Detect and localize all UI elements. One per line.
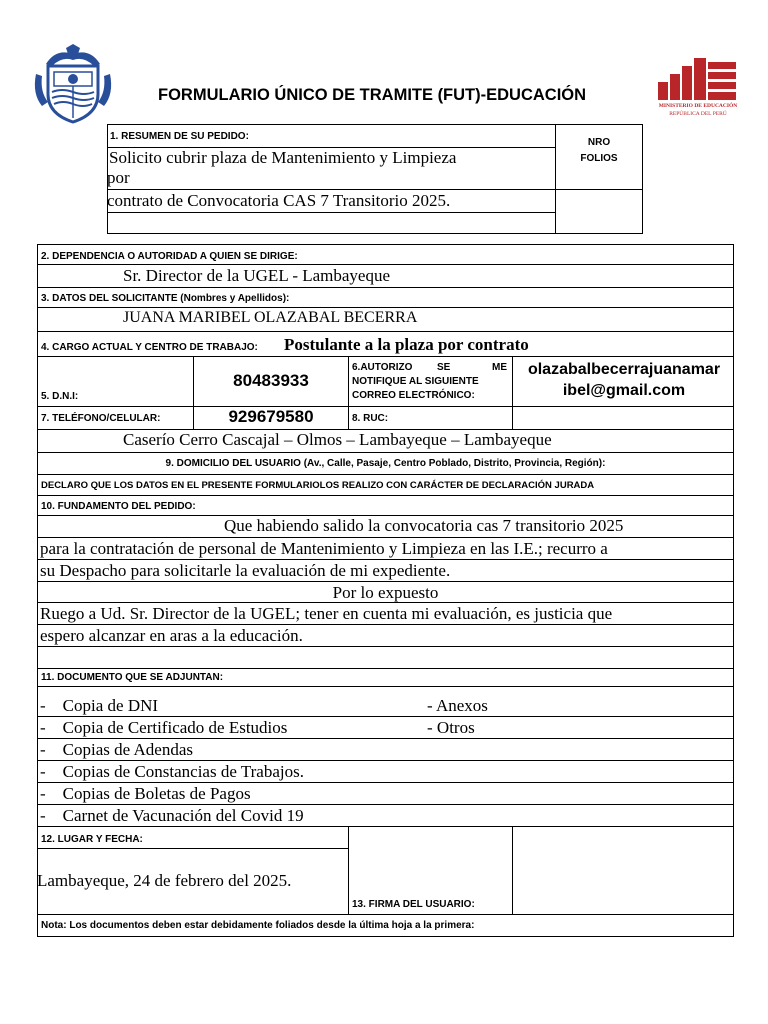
address-label: 9. DOMICILIO DEL USUARIO (Av., Calle, Pasaje, Centro Poblado, Distrito, Provincia, Región): [165,458,606,469]
sworn-declaration: DECLARO QUE LOS DATOS EN EL PRESENTE FORMULARIOLOS REALIZO CON CARÁCTER DE DECLARACIÓN JURADA [41,480,595,491]
grounds-line-2: para la contratación de personal de Mantenimiento y Limpieza en las I.E.; recurro a [40,539,608,558]
email-value-line-2: ibel@gmail.com [562,382,686,399]
summary-label: 1. RESUMEN DE SU PEDIDO: [110,131,249,142]
minedu-republic-text: REPÚBLICA DEL PERÚ [669,111,727,117]
grounds-line-4: Por lo expuesto [332,583,439,602]
grounds-label: 10. FUNDAMENTO DEL PEDIDO: [41,501,196,512]
place-date-value: Lambayeque, 24 de febrero del 2025. [37,871,292,890]
attachment-item: - Copia de DNI [40,696,159,715]
attachment-item: - Copia de Certificado de Estudios [40,718,288,737]
attachment-extra-item: - Anexos [427,696,488,715]
signature-area[interactable] [513,827,733,913]
attachment-item: - Copias de Adendas [40,740,193,759]
nro-label: NRO [587,137,611,148]
attachments-label: 11. DOCUMENTO QUE SE ADJUNTAN: [41,672,224,683]
grounds-line-3: su Despacho para solicitarle la evaluación de mi expediente. [40,561,451,580]
folios-label: FOLIOS [580,153,618,164]
attachment-extra-item: - Otros [427,718,475,737]
regional-crest-logo [32,44,114,124]
attachment-item: - Copias de Constancias de Trabajos. [40,762,304,781]
place-date-label: 12. LUGAR Y FECHA: [41,834,143,845]
ruc-label: 8. RUC: [352,413,389,424]
phone-value: 929679580 [228,407,314,426]
summary-line-2: por [107,168,130,187]
form-title: FORMULARIO ÚNICO DE TRAMITE (FUT)-EDUCACIÓN [158,86,587,104]
email-authorization-line-1: 6.AUTORIZO SE ME [352,362,507,373]
dni-value: 80483933 [233,371,309,390]
authority-value: Sr. Director de la UGEL - Lambayeque [123,266,391,285]
minedu-logo [656,56,740,120]
grounds-line-5: Ruego a Ud. Sr. Director de la UGEL; tener en cuenta mi evaluación, es justicia que [40,604,613,623]
minedu-ministry-text: MINISTERIO DE EDUCACIÓN [658,103,738,109]
foliation-note: Nota: Los documentos deben estar debidamente foliados desde la última hoja a la primera: [41,920,475,931]
grounds-line-6: espero alcanzar en aras a la educación. [40,626,303,645]
email-value-line-1: olazabalbecerrajuanamar [527,361,721,378]
position-value: Postulante a la plaza por contrato [284,335,529,354]
signature-label: 13. FIRMA DEL USUARIO: [352,899,475,910]
dni-label: 5. D.N.I: [41,391,79,402]
authority-label: 2. DEPENDENCIA O AUTORIDAD A QUIEN SE DIRIGE: [41,251,298,262]
position-label: 4. CARGO ACTUAL Y CENTRO DE TRABAJO: [41,342,258,353]
address-value: Caserío Cerro Cascajal – Olmos – Lambayeque – Lambayeque [123,430,552,449]
applicant-name: JUANA MARIBEL OLAZABAL BECERRA [123,309,418,326]
applicant-label: 3. DATOS DEL SOLICITANTE (Nombres y Apellidos): [41,293,290,304]
email-authorization-line-2: NOTIFIQUE AL SIGUIENTE [352,376,479,387]
attachment-item: - Carnet de Vacunación del Covid 19 [40,806,304,825]
attachment-item: - Copias de Boletas de Pagos [40,784,251,803]
email-authorization-line-3: CORREO ELECTRÓNICO: [352,390,475,401]
summary-line-1: Solicito cubrir plaza de Mantenimiento y Limpieza [109,148,457,167]
phone-label: 7. TELÉFONO/CELULAR: [41,413,161,424]
summary-line-3: contrato de Convocatoria CAS 7 Transitorio 2025. [107,191,451,210]
grounds-line-1: Que habiendo salido la convocatoria cas 7 transitorio 2025 [224,516,624,535]
